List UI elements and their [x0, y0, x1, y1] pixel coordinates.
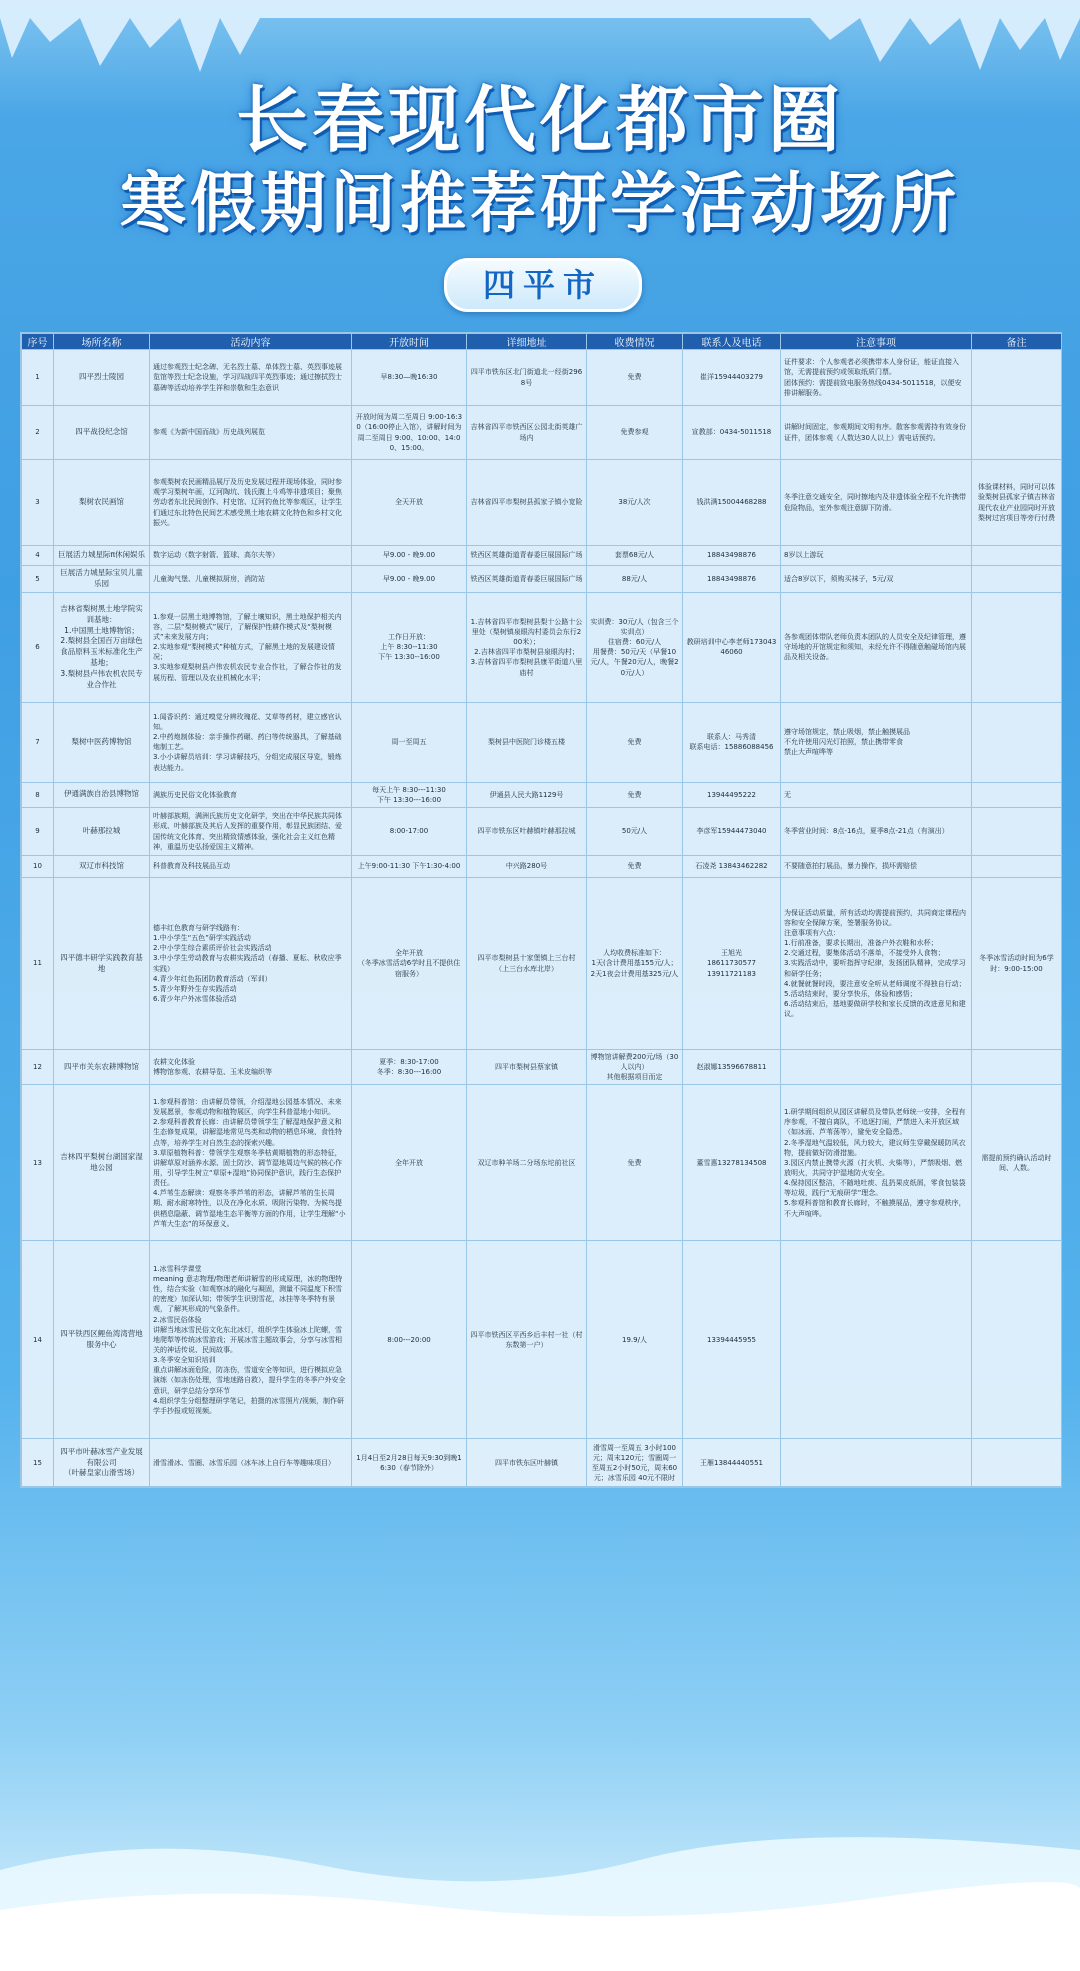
opening-hours-cell: 全年开放 （冬季冰雪活动6学时且不提供住宿服务） [352, 878, 467, 1050]
opening-hours-cell: 全年开放 [352, 1085, 467, 1241]
notes-cell: 不要随意拍打展品，暴力操作，损坏需赔偿 [781, 856, 972, 878]
address-cell: 铁西区英雄街道青春委巨展国际广场 [467, 566, 587, 593]
activity-content-cell: 1.参观一层黑土地博物馆，了解土壤知识，黑土地保护相关内容，二层“梨树模式”展厅，了解保护性耕作模式及“梨树模式”未来发展方向； 2.实地参观“梨树模式”种植方式，了解黑土地的发展建设情况； 3.实地参观梨树县卢伟农机农民专业合作社，了解合作社的发展历程、管理以及农业机械化水平； [150, 592, 352, 702]
venue-name-cell: 叶赫那拉城 [54, 808, 150, 856]
activity-content-cell: 儿童淘气堡、儿童模拟厨房，消防站 [150, 566, 352, 593]
activity-content-cell: 科普教育及科技展品互动 [150, 856, 352, 878]
table-row [22, 406, 1062, 460]
opening-hours-cell: 夏季：8:30-17:00 冬季：8:30---16:00 [352, 1050, 467, 1085]
notes-cell: 讲解时间固定，参观期间文明有序。散客参观需持有效身份证件，团体参观（人数达30人以上）需电话预约。 [781, 406, 972, 460]
table-row [22, 460, 1062, 546]
address-cell: 伊通县人民大路1129号 [467, 782, 587, 807]
opening-hours-cell: 上午9:00-11:30 下午1:30-4:00 [352, 856, 467, 878]
row-number-cell: 15 [22, 1439, 54, 1487]
contact-cell: 崔洋15944403279 [683, 350, 781, 406]
venue-name-cell: 四平德丰研学实践教育基地 [54, 878, 150, 1050]
remarks-cell [972, 1439, 1062, 1487]
venue-name-cell: 伊通满族自治县博物馆 [54, 782, 150, 807]
address-cell: 1.吉林省四平市梨树县梨十公路十公里处（梨树镇泉眼沟村委员会东行200米）； 2.吉林省四平市梨树县泉眼沟村； 3.吉林省四平市梨树县康平街道八里庙村 [467, 592, 587, 702]
address-cell: 四平市梨树县蔡家镇 [467, 1050, 587, 1085]
activity-content-cell: 1.冰雪科学课堂 meaning 意志物理/物理老师讲解雪的形成原理，冰的物理特性，结合实验（如观察冰的融化与凝固，测量不同温度下积雪的密度）加深认知；带领学生识别雪花，冰挂等冬季特有景观，了解其形成的气象条件。 2.冰雪民俗体验 讲解当地冰雪民俗文化东北冰灯，组织学生体验冰上陀螺，雪地爬犁等传统冰雪游戏；开展冰雪主题故事会，分享与冰雪相关的神话传说、民间故事。 3.冬季安全知识培训 重点讲解冰面危险，防冻伤，雪道安全等知识，进行模拟应急演练（如冻伤处理，雪地迷路自救），提升学生的冬季户外安全意识，研学总结分享环节 4.组织学生分组整理研学笔记，拍摄的冰雪照片/视频，制作研学手抄报或短视频。 [150, 1241, 352, 1439]
address-cell: 铁西区英雄街道青春委巨展国际广场 [467, 546, 587, 566]
contact-cell: 赵淑娜13596678811 [683, 1050, 781, 1085]
fee-cell: 免费 [587, 856, 683, 878]
opening-hours-cell: 全天开放 [352, 460, 467, 546]
notes-cell: 冬季注意交通安全，同时擦地内及非遗体验全程不允许携带危险物品，室外参观注意脚下防滑。 [781, 460, 972, 546]
opening-hours-cell: 8:00---20:00 [352, 1241, 467, 1439]
page-title-line2: 寒假期间推荐研学活动场所 [120, 165, 960, 242]
row-number-cell: 3 [22, 460, 54, 546]
activity-content-cell: 叶赫部族期，满洲氏族历史文化研学，突出在中华民族共同体形成、叶赫部族及其后人发挥的重要作用，彰显民族团结、爱国传统文化体育、突出精致情感体验，强化社会主义红色精神，重温历史弘扬爱国主义精神。 [150, 808, 352, 856]
opening-hours-cell: 1月4日至2月28日每天9:30到晚16:30（春节除外） [352, 1439, 467, 1487]
notes-cell: 1.研学期间组织从园区讲解员及带队老师统一安排，全程有序参观，不擅自离队，不追逐打闹，严禁进入未开放区域（如冰面、芦苇荡等），避免安全隐患。 2.冬季湿地气温较低，风力较大，建议师生穿戴保暖防风衣物，提前做好防滑措施。 3.园区内禁止携带火源（打火机、火柴等），严禁吸烟、燃放明火，共同守护湿地防火安全。 4.保持园区整洁，不随地吐痰、乱扔果皮纸屑，零食包装袋等垃圾，践行“无痕研学”理念。 5.参观科普馆和教育长廊时，不触摸展品，遵守参观秩序，不大声喧哗。 [781, 1085, 972, 1241]
column-header: 备注 [972, 334, 1062, 350]
fee-cell: 免费 [587, 350, 683, 406]
row-number-cell: 1 [22, 350, 54, 406]
fee-cell: 38元/人次 [587, 460, 683, 546]
notes-cell [781, 1241, 972, 1439]
remarks-cell: 需提前预约确认活动时间、人数。 [972, 1085, 1062, 1241]
venue-name-cell: 四平铁西区鲤鱼湾湾营地服务中心 [54, 1241, 150, 1439]
column-header: 序号 [22, 334, 54, 350]
contact-cell: 13944495222 [683, 782, 781, 807]
row-number-cell: 12 [22, 1050, 54, 1085]
row-number-cell: 10 [22, 856, 54, 878]
activity-content-cell: 农耕文化体验 博物馆参观、农耕导览、玉米皮编织等 [150, 1050, 352, 1085]
remarks-cell [972, 592, 1062, 702]
remarks-cell [972, 566, 1062, 593]
contact-cell: 18843498876 [683, 546, 781, 566]
row-number-cell: 13 [22, 1085, 54, 1241]
address-cell: 四平市铁东区北门街道北一经街2968号 [467, 350, 587, 406]
venue-name-cell: 四平战役纪念馆 [54, 406, 150, 460]
activity-content-cell: 1.参观科普馆：由讲解员带领，介绍湿地公园基本情况、未来发展愿景，参观动物和植物展区，向学生科普湿地小知识。 2.参观科普教育长廊：由讲解员带领学生了解湿地保护意义和生态修复成果，讲解湿地常见鸟类和动物的栖息环境、食性特点等，培养学生对自然生态的探索兴趣。 3.草原植物科普：带领学生观察冬季枯黄期植物的形态特征，讲解草原对涵养水源、固土防沙、调节湿地周边气候的核心作用，引导学生树立“草原+湿地”协同保护意识，践行生态保护责任。 4.芦苇生态解读：观察冬季芦苇的形态，讲解芦苇的生长周期、耐水耐寒特性，以及在净化水质、吸附污染物、为候鸟提供栖息隐蔽、调节湿地生态平衡等方面的作用，让学生理解“小芦苇大生态”的环保意义。 [150, 1085, 352, 1241]
remarks-cell: 体验课材料，同时可以体验梨树县孤家子镇吉林省现代农业产业园同时开放梨树过宫项目等旁行付费 [972, 460, 1062, 546]
table-row [22, 566, 1062, 593]
column-header: 开放时间 [352, 334, 467, 350]
table-row [22, 702, 1062, 782]
row-number-cell: 5 [22, 566, 54, 593]
table-row [22, 1050, 1062, 1085]
venue-name-cell: 双辽市科技馆 [54, 856, 150, 878]
venue-name-cell: 巨展活力城星际π休闲娱乐 [54, 546, 150, 566]
row-number-cell: 11 [22, 878, 54, 1050]
row-number-cell: 4 [22, 546, 54, 566]
address-cell: 四平市梨树县十家堡镇上三台村 （上三台水库北岸） [467, 878, 587, 1050]
fee-cell: 免费 [587, 782, 683, 807]
fee-cell: 滑雪周一至周五 3小时100元；周末120元；雪圈周一至周五2小时50元，周末60元；冰雪乐园 40元不限时 [587, 1439, 683, 1487]
venue-name-cell: 梨树农民画馆 [54, 460, 150, 546]
activity-content-cell: 满族历史民俗文化体验教育 [150, 782, 352, 807]
address-cell: 四平市铁东区叶赫镇叶赫那拉城 [467, 808, 587, 856]
row-number-cell: 9 [22, 808, 54, 856]
notes-cell [781, 1050, 972, 1085]
contact-cell: 宣教部：0434-5011518 [683, 406, 781, 460]
address-cell: 中兴路280号 [467, 856, 587, 878]
notes-cell: 各参观团体带队老师负责本团队的人员安全及纪律管理，遵守场地的开馆规定和须知，未经允许不得随意触碰场馆内展品及相关设备。 [781, 592, 972, 702]
remarks-cell [972, 856, 1062, 878]
venue-name-cell: 吉林省梨树黑土地学院实训基地： 1.中国黑土地博物馆； 2.梨树县全国百万亩绿色食品原料玉米标准化生产基地； 3.梨树县卢伟农机农民专业合作社 [54, 592, 150, 702]
fee-cell: 博物馆讲解费200元/场（30人以内） 其他根据项目而定 [587, 1050, 683, 1085]
opening-hours-cell: 工作日开放： 上午 8:30--11:30 下午 13:30--16:00 [352, 592, 467, 702]
address-cell: 吉林省四平市铁西区公园北街英雄广场内 [467, 406, 587, 460]
activity-content-cell: 通过参观烈士纪念碑、无名烈士墓、单体烈士墓、英烈事迹展览馆等烈士纪念设施，学习四战四平英烈事迹；通过擦拭烈士墓碑等活动培养学生祥和崇敬和生态意识 [150, 350, 352, 406]
fee-cell: 免费 [587, 702, 683, 782]
column-header: 场所名称 [54, 334, 150, 350]
address-cell: 双辽市种羊场二分场东坨前社区 [467, 1085, 587, 1241]
remarks-cell [972, 1241, 1062, 1439]
venue-name-cell: 四平市叶赫冰雪产业发展有限公司 （叶赫皇家山滑雪场） [54, 1439, 150, 1487]
contact-cell: 18843498876 [683, 566, 781, 593]
contact-cell: 13394445955 [683, 1241, 781, 1439]
notes-cell: 冬季营业时间：8点-16点，夏季8点-21点（有演出） [781, 808, 972, 856]
remarks-cell [972, 782, 1062, 807]
venue-name-cell: 吉林四平梨树台湖国家湿地公园 [54, 1085, 150, 1241]
fee-cell: 人均收费标准如下： 1天(含计费用基155元/人； 2天1夜会计费用基325元/人 [587, 878, 683, 1050]
opening-hours-cell: 早8:30—晚16:30 [352, 350, 467, 406]
table-row [22, 1085, 1062, 1241]
activity-content-cell: 参观梨树农民画精品展厅及历史发展过程并现场体验，同时参观学习梨树年画，辽河陶坑、钱氏腹上斗鸡等非遗项目；聚焦劳动者东北民间创作、村史馆、辽河钓鱼比等参观区，让学生们通过东北特色民间艺术感受黑土地农耕文化特色和乡村文化振兴。 [150, 460, 352, 546]
table-row [22, 1241, 1062, 1439]
fee-cell: 50元/人 [587, 808, 683, 856]
address-cell: 吉林省四平市梨树县孤家子镇小宽险 [467, 460, 587, 546]
contact-cell: 石凌尧 13843462282 [683, 856, 781, 878]
notes-cell: 遵守场馆规定，禁止吸烟，禁止触摸展品 不允许使用闪光灯拍照，禁止携带零食 禁止大声喧哗等 [781, 702, 972, 782]
notes-cell: 无 [781, 782, 972, 807]
row-number-cell: 14 [22, 1241, 54, 1439]
fee-cell: 19.9/人 [587, 1241, 683, 1439]
address-cell: 四平市铁西区平西乡后丰村一社（村东数第一户） [467, 1241, 587, 1439]
opening-hours-cell: 周一至周五 [352, 702, 467, 782]
contact-cell: 教研培训中心李老师17304346060 [683, 592, 781, 702]
opening-hours-cell: 8:00-17:00 [352, 808, 467, 856]
fee-cell: 免费参观 [587, 406, 683, 460]
fee-cell: 实训费：30元/人（包含三个实训点） 住宿费：60元/人 用餐费：50元/天（早餐10元/人，午餐20元/人，晚餐20元/人） [587, 592, 683, 702]
row-number-cell: 2 [22, 406, 54, 460]
notes-cell [781, 1439, 972, 1487]
venue-table [21, 333, 1062, 1487]
opening-hours-cell: 早9.00 - 晚9.00 [352, 546, 467, 566]
row-number-cell: 7 [22, 702, 54, 782]
contact-cell: 王雁13844440551 [683, 1439, 781, 1487]
venue-name-cell: 四平市关东农耕博物馆 [54, 1050, 150, 1085]
page-title-line1: 长春现代化都市圈 [235, 78, 844, 162]
notes-cell: 为保证活动质量，所有活动均需提前预约，共同商定课程内容和安全保障方案，签署服务协议。 注意事项有六点： 1.行前准备，要求长期出，准备户外衣鞋和水杯； 2.交通过程，要集体活动不落单，不接受外人食物； 3.实践活动中，要听指挥守纪律，发扬团队精神，完成学习和研学任务； 4.就餐就餐时段，要注意安全听从老师调度不得独自行动； 5.活动结束时，要分享快乐，体验和感悟； 6.活动结束后，基地要做研学校和家长反馈的改进意见和建议。 [781, 878, 972, 1050]
contact-cell: 董雪惠13278134508 [683, 1085, 781, 1241]
contact-cell: 联系人：马秀清 联系电话：15886088456 [683, 702, 781, 782]
table-row [22, 856, 1062, 878]
remarks-cell [972, 808, 1062, 856]
column-header: 注意事项 [781, 334, 972, 350]
row-number-cell: 6 [22, 592, 54, 702]
fee-cell: 套票68元/人 [587, 546, 683, 566]
table-row [22, 1439, 1062, 1487]
contact-cell: 钱洪满15004468288 [683, 460, 781, 546]
table-header-row [22, 334, 1062, 350]
activity-content-cell: 参观《为新中国而战》历史战列展览 [150, 406, 352, 460]
snow-decoration [0, 1820, 1080, 1971]
venue-name-cell: 梨树中医药博物馆 [54, 702, 150, 782]
remarks-cell: 冬季冰雪活动时间为6学时：9:00-15:00 [972, 878, 1062, 1050]
table-row [22, 878, 1062, 1050]
activity-content-cell: 滑雪滑冰、雪圈、冰雪乐园（冰车冰上自行车等趣味项目） [150, 1439, 352, 1487]
column-header: 详细地址 [467, 334, 587, 350]
column-header: 收费情况 [587, 334, 683, 350]
activity-content-cell: 德丰红色教育与研学线路有： 1.中小学生“五色”研学实践活动 2.中小学生综合素质评价社会实践活动 3.中小学生劳动教育与农耕实践活动（春播、夏耘、秋收应季实践） 4.青少年红色拓团防教育活动（军训） 5.青少年野外生存实践活动 6.青少年户外冰雪体验活动 [150, 878, 352, 1050]
notes-cell: 适合8岁以下，须购买袜子，5元/双 [781, 566, 972, 593]
notes-cell: 8岁以上游玩 [781, 546, 972, 566]
activity-content-cell: 数字运动（数字射箭、篮球、高尔夫等） [150, 546, 352, 566]
table-row [22, 546, 1062, 566]
remarks-cell [972, 1050, 1062, 1085]
fee-cell: 88元/人 [587, 566, 683, 593]
address-cell: 四平市铁东区叶赫镇 [467, 1439, 587, 1487]
fee-cell: 免费 [587, 1085, 683, 1241]
opening-hours-cell: 开放时间为周二至周日 9:00-16:30（16:00停止入馆），讲解时间为周二至周日 9:00、10:00、14:00、15:00。 [352, 406, 467, 460]
remarks-cell [972, 702, 1062, 782]
notes-cell: 证件要求：个人参观者必须携带本人身份证，能证直接入馆，无需提前预约或领取纸质门票。 团体预约：需提前致电服务热线0434-5011518，以便安排讲解服务。 [781, 350, 972, 406]
table-row [22, 782, 1062, 807]
venue-name-cell: 四平烈士陵园 [54, 350, 150, 406]
venue-name-cell: 巨展活力城星际宝贝儿童乐园 [54, 566, 150, 593]
city-badge: 四平市 [444, 258, 642, 312]
column-header: 联系人及电话 [683, 334, 781, 350]
contact-cell: 王旭光 18611730577 13911721183 [683, 878, 781, 1050]
table-row [22, 808, 1062, 856]
activity-content-cell: 1.闻香识药：通过嗅觉分辨玫瑰花、艾草等药材，建立感官认知。 2.中药炮制体验：亲手操作药碾、药臼等传统器具，了解基础炮制工艺。 3.小小讲解员培训：学习讲解技巧，分组完成展区导览，锻炼表达能力。 [150, 702, 352, 782]
table-row [22, 592, 1062, 702]
opening-hours-cell: 每天上午 8:30---11:30 下午 13:30---16:00 [352, 782, 467, 807]
table-row [22, 350, 1062, 406]
contact-cell: 李彦军15944473040 [683, 808, 781, 856]
opening-hours-cell: 早9.00 - 晚9.00 [352, 566, 467, 593]
venue-table-container [20, 332, 1062, 1488]
remarks-cell [972, 406, 1062, 460]
address-cell: 梨树县中医院门诊楼五楼 [467, 702, 587, 782]
column-header: 活动内容 [150, 334, 352, 350]
remarks-cell [972, 546, 1062, 566]
row-number-cell: 8 [22, 782, 54, 807]
remarks-cell [972, 350, 1062, 406]
